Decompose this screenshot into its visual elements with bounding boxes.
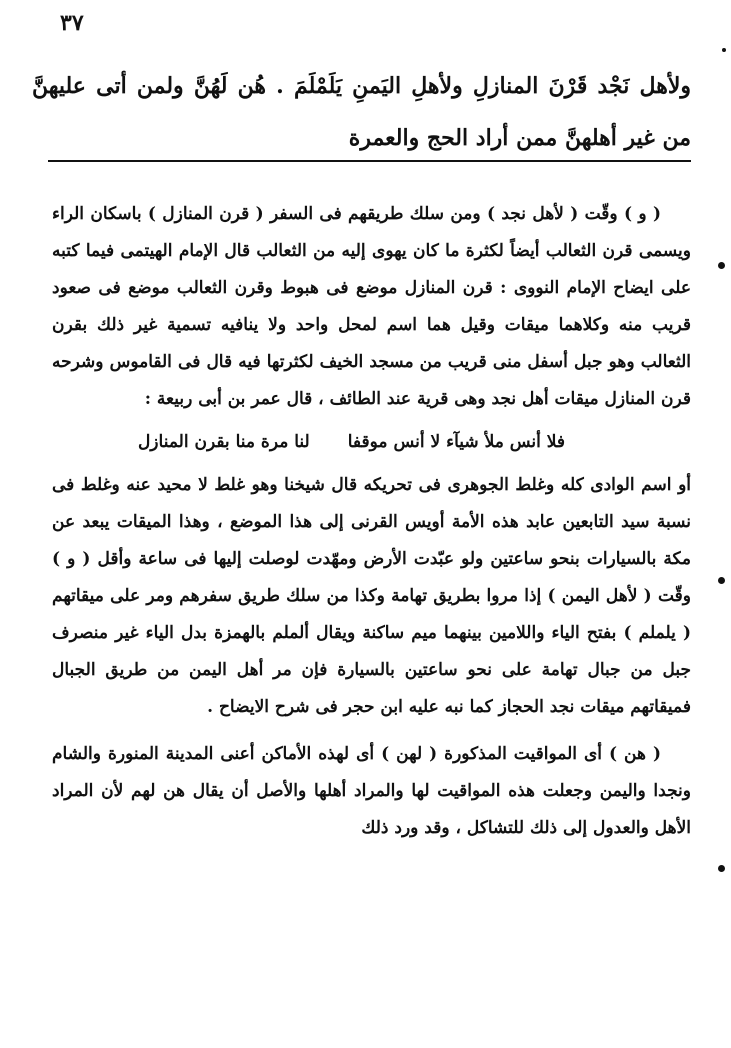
page-number: ٣٧ [60, 10, 84, 36]
margin-dot [718, 262, 725, 269]
margin-dot [718, 577, 725, 584]
poetry-verse [52, 424, 691, 461]
divider-rule [48, 160, 691, 162]
margin-dot [722, 48, 726, 52]
verse-first-hemistich: فلا أنس ملأ شيآء لا أنس موقفا [347, 432, 566, 452]
verse-second-hemistich: لنا مرة منا بقرن المنازل [137, 432, 310, 452]
margin-dot [718, 865, 725, 872]
commentary-section [52, 196, 691, 847]
commentary-paragraph-2: أو اسم الوادى كله وغلط الجوهرى فى تحريكه قال شيخنا وهو غلط لا محيد عنه وغلط فى نسبة سيد التابعين عابد هذه الأمة أويس القرنى إلى هذا الموضع ، وهذا الميقات يبعد عن مكة بالسيارات بنحو ساعتين ولو عبّدت الأرض ومهّدت لوصلت إليها فى ساعة وأقل ( و ) وقّت ( لأهل اليمن ) إذا مروا بطريق تهامة وكذا من سلك طريق سفرهم ومر على ميقاتهم ( يلملم ) بفتح الياء واللامين بينهما ميم ساكنة ويقال ألملم بالهمزة بدل الياء غير منصرف جبل من جبال تهامة على نحو ساعتين بالسيارة فإن مر أهل اليمن من طريق الجبال فميقاتهم ميقات نجد الحجاز كما نبه عليه ابن حجر فى شرح الايضاح . [52, 475, 691, 717]
commentary-paragraph-1: ( و ) وقّت ( لأهل نجد ) ومن سلك طريقهم فى السفر ( قرن المنازل ) باسكان الراء ويسمى قرن الثعالب أيضاً لكثرة ما كان يهوى إليه من الثعالب قال الإمام الهيتمى فيما كتبه على ايضاح الإمام النووى : قرن المنازل موضع فى هبوط وقرن الثعالب موضع فى صعود قريب منه وكلاهما ميقات وقيل هما اسم لمحل واحد ولا ينافيه تسمية غير ذلك بقرن الثعالب وهو جبل أسفل منى قريب من مسجد الخيف لكثرتها فيه قال فى القاموس وشرحه قرن المنازل ميقات أهل نجد وهى قرية عند الطائف ، قال عمر بن أبى ربيعة : [52, 204, 691, 409]
commentary-paragraph-3: ( هن ) أى المواقيت المذكورة ( لهن ) أى لهذه الأماكن أعنى المدينة المنورة والشام ونجدا واليمن وجعلت هذه المواقيت لها والمراد أهلها والأصل أن يقال هن لهم لأن المراد الأهل والعدول إلى ذلك للتشاكل ، وقد ورد ذلك [52, 744, 691, 838]
hadith-text: ولأهل نَجْد قَرْنَ المنازلِ ولأهلِ اليَمنِ يَلَمْلَمَ . هُن لَهُنَّ ولمن أتى عليهنَّ من غير أهلهنَّ ممن أراد الحج والعمرة [32, 73, 691, 151]
